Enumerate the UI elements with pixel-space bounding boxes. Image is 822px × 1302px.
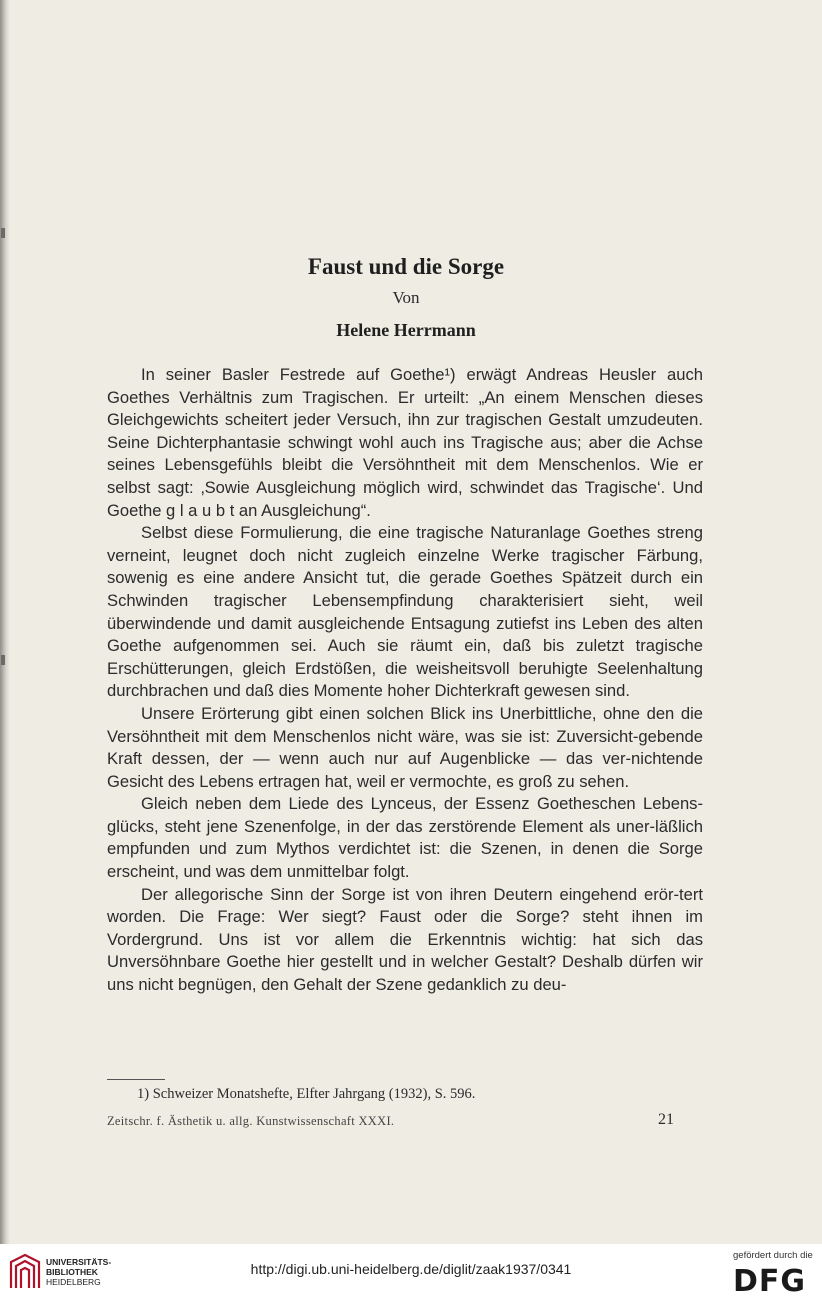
library-name-line: UNIVERSITÄTS- <box>46 1257 112 1267</box>
library-name-line: HEIDELBERG <box>46 1277 101 1287</box>
paragraph: Unsere Erörterung gibt einen solchen Blick ins Unerbittliche, ohne den die Versöhntheit mit dem Menschenlos nicht wäre, was sie ist: Zuversicht-gebende Kraft dessen, der — wenn auch nur auf Augenblicke — das ver-nichtende Gesicht des Lebens ertragen hat, weil er vermochte, es groß zu sehen. <box>107 703 703 791</box>
article-author: Helene Herrmann <box>336 320 476 340</box>
footnote-text: Schweizer Monatshefte, Elfter Jahrgang (1932), S. 596. <box>152 1086 476 1102</box>
running-footer: Zeitschr. f. Ästhetik u. allg. Kunstwissenschaft XXXI. <box>107 1114 395 1128</box>
page-binding-edge <box>0 0 10 1244</box>
footnote <box>137 1086 475 1103</box>
funded-by-label: gefördert durch die <box>733 1250 813 1261</box>
article-body <box>107 364 703 997</box>
viewer-footer-bar <box>0 1244 822 1302</box>
library-name-line: BIBLIOTHEK <box>46 1267 98 1277</box>
paragraph: Selbst diese Formulierung, die eine tragische Naturanlage Goethes streng verneint, leugnet doch nicht zugleich einzelne Werke tragischer Färbung, sowenig es eine andere Ansicht tut, die gerade Goethes Spätzeit durch ein Schwinden tragischer Lebensempfindung charakterisiert sieht, weil überwindende und damit ausgleichende Entsagung zutiefst ins Leben des alten Goethe aufgenommen sei. Auch sie räumt ein, daß bis zuletzt tragische Erschütterungen, gleich Erdstößen, die weisheitsvoll beruhigte Seelenhaltung durchbrachen und daß dies Momente hoher Dichterkraft gewesen sind. <box>107 523 703 701</box>
byline-prefix: Von <box>392 288 420 307</box>
paragraph: Gleich neben dem Liede des Lynceus, der Essenz Goetheschen Lebens-glücks, steht jene Szenenfolge, in der das zerstörende Element als uner-läßlich empfunden und zum Mythos verdichtet ist: die Szenen, in denen die Sorge erscheint, und was dem unmittelbar folgt. <box>107 794 703 882</box>
footnote-rule <box>107 1079 165 1080</box>
page-number: 21 <box>658 1111 674 1128</box>
paragraph: In seiner Basler Festrede auf Goethe¹) erwägt Andreas Heusler auch Goethes Verhältnis zum Tragischen. Er urteilt: „An einem Menschen dieses Gleichgewichts scheitert jeder Versuch, ihn zur tragischen Gestalt umzudeuten. Seine Dichterphantasie schwingt wohl auch ins Tragische aus; aber die Achse seines Lebensgefühls bleibt die Versöhntheit mit dem Menschenlos. Wie er selbst sagt: ‚Sowie Ausgleichung möglich wird, schwindet das Tragische‘. Und Goethe g l a u b t an Ausgleichung“. <box>107 365 703 520</box>
article-title: Faust und die Sorge <box>307 254 505 279</box>
dfg-logo: DFG <box>733 1264 807 1299</box>
footnote-marker: 1) <box>137 1086 150 1102</box>
binding-mark <box>1 228 5 238</box>
permalink-url[interactable]: http://digi.ub.uni-heidelberg.de/diglit/zaak1937/0341 <box>250 1261 572 1277</box>
paragraph: Der allegorische Sinn der Sorge ist von ihren Deutern eingehend erör-tert worden. Die Frage: Wer siegt? Faust oder die Sorge? steht ihnen im Vordergrund. Uns ist vor allem die Erkenntnis wichtig: hat sich das Unversöhnbare Goethe hier gestellt und in welcher Gestalt? Deshalb dürfen wir uns nicht begnügen, den Gehalt der Szene gedanklich zu deu- <box>107 884 703 995</box>
binding-mark <box>1 655 5 665</box>
